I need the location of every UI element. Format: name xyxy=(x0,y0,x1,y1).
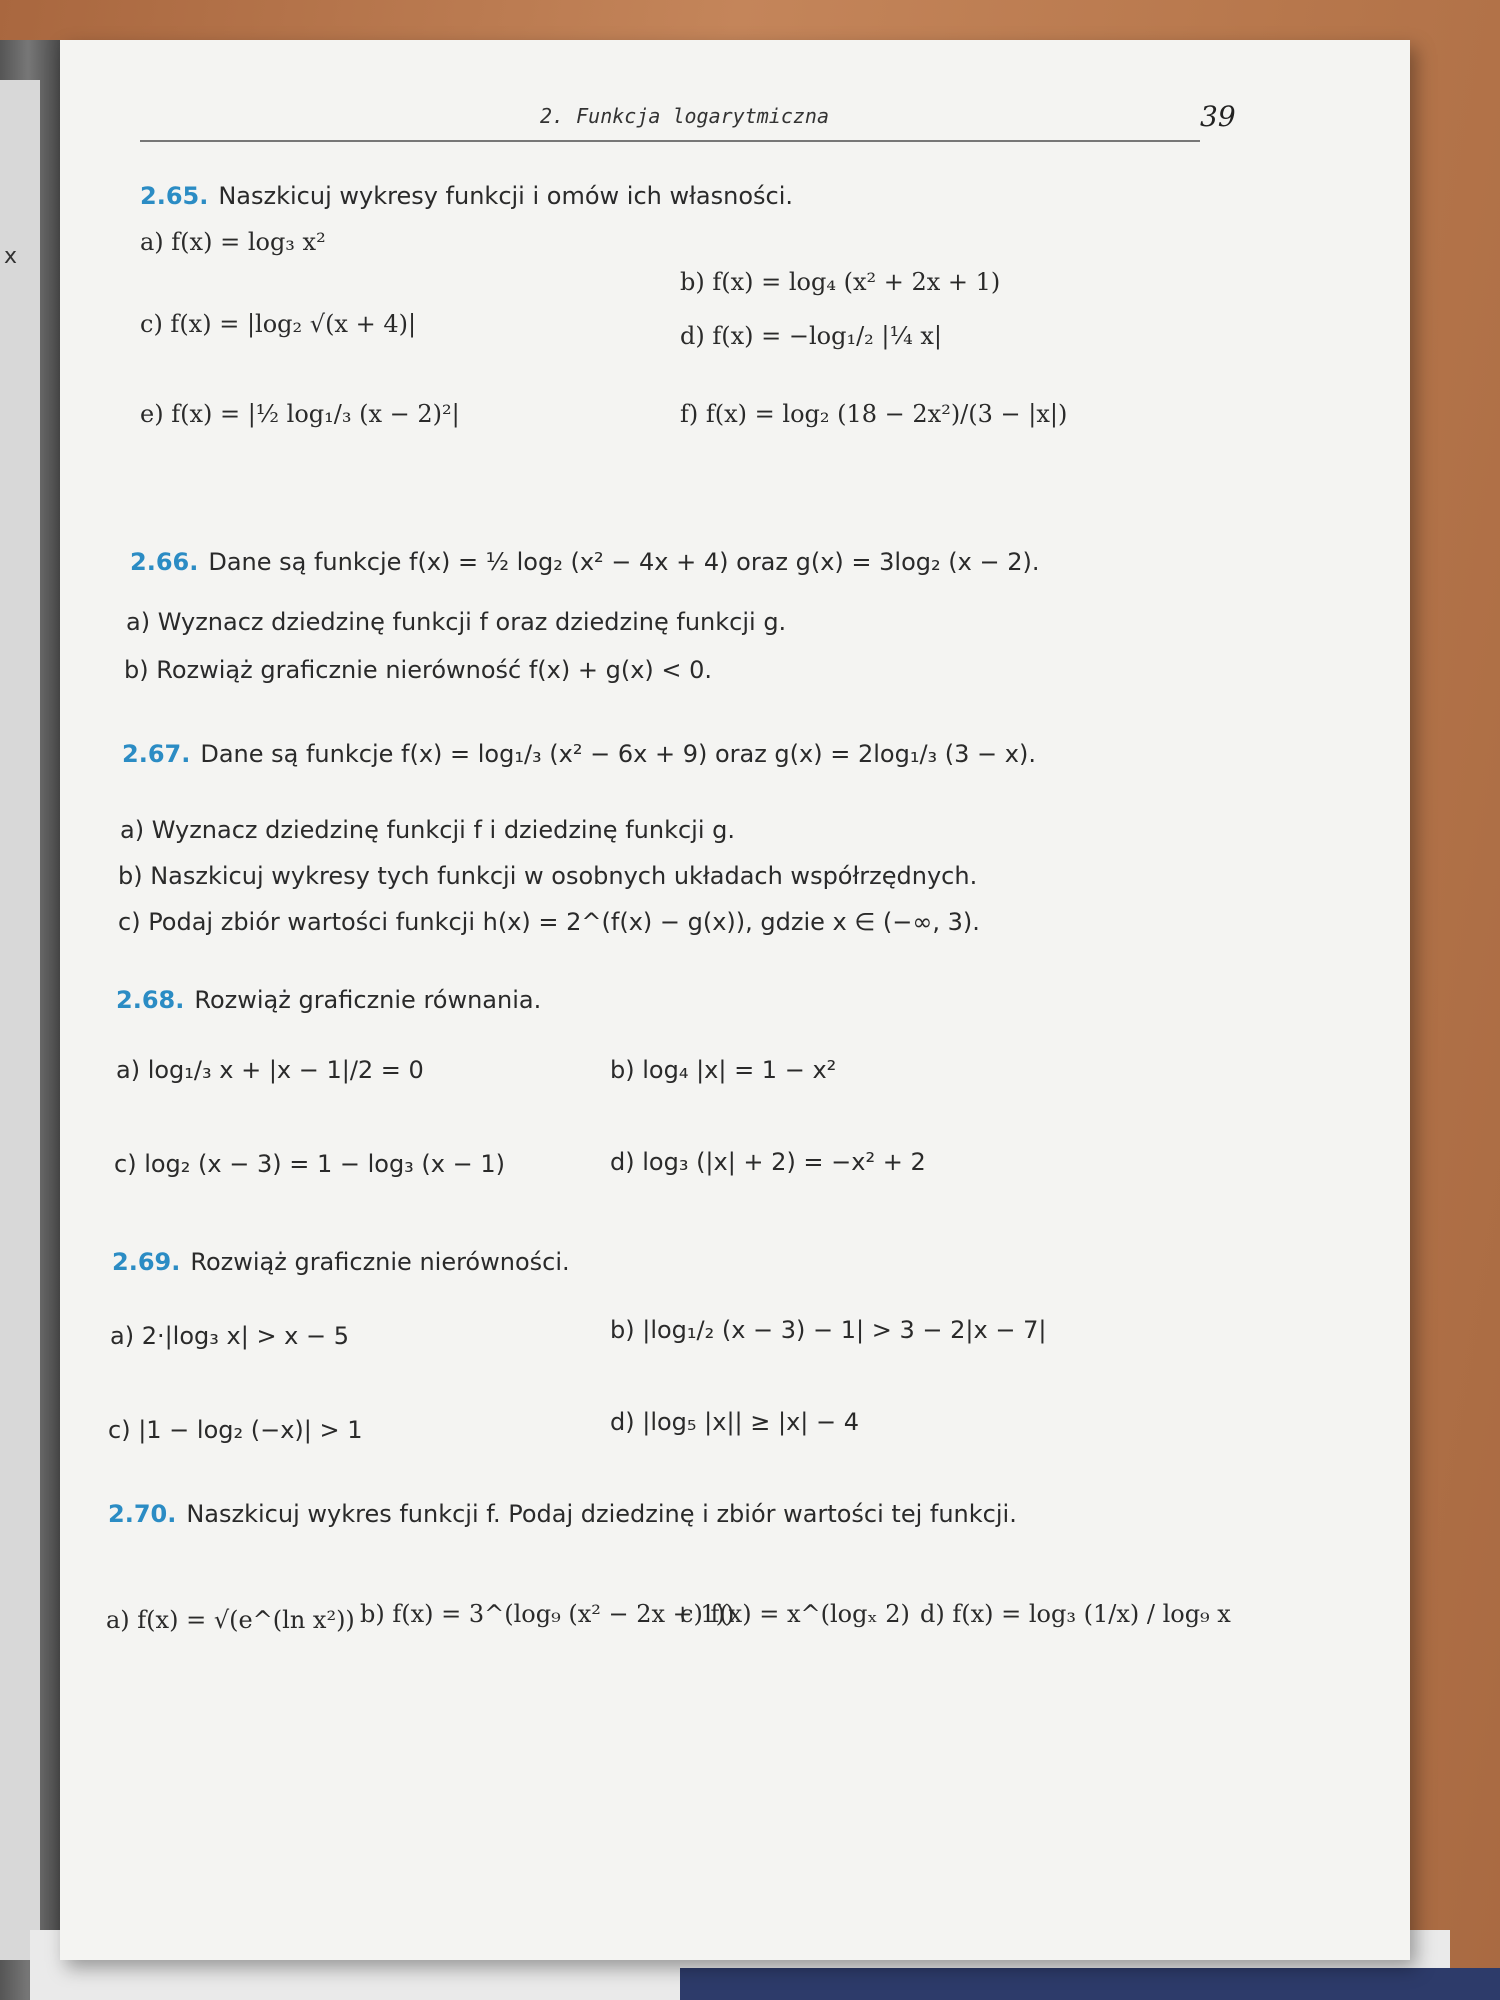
problem-text: Dane są funkcje f(x) = log₁/₃ (x² − 6x + 9) oraz g(x) = 2log₁/₃ (3 − x). xyxy=(200,740,1036,768)
problem-number: 2.69. xyxy=(112,1248,181,1276)
item-2-69-d: d) |log₅ |x|| ≥ |x| − 4 xyxy=(610,1408,859,1436)
item-2-65-d: d) f(x) = −log₁/₂ |¼ x| xyxy=(680,322,943,350)
problem-text: Naszkicuj wykresy funkcji i omów ich własności. xyxy=(218,182,794,210)
item-2-69-c: c) |1 − log₂ (−x)| > 1 xyxy=(108,1416,363,1444)
problem-2-70 xyxy=(108,1500,1017,1528)
item-2-68-d: d) log₃ (|x| + 2) = −x² + 2 xyxy=(610,1148,926,1176)
item-2-70-b: b) f(x) = 3^(log₉ (x² − 2x + 1)) xyxy=(360,1600,735,1628)
item-2-65-f: f) f(x) = log₂ (18 − 2x²)/(3 − |x|) xyxy=(680,400,1068,428)
problem-text: Naszkicuj wykres funkcji f. Podaj dziedzinę i zbiór wartości tej funkcji. xyxy=(186,1500,1017,1528)
problem-text: Dane są funkcje f(x) = ½ log₂ (x² − 4x + 4) oraz g(x) = 3log₂ (x − 2). xyxy=(208,548,1040,576)
problem-2-69 xyxy=(112,1248,570,1276)
item-2-68-a: a) log₁/₃ x + |x − 1|/2 = 0 xyxy=(116,1056,424,1084)
item-2-67-c: c) Podaj zbiór wartości funkcji h(x) = 2^(f(x) − g(x)), gdzie x ∈ (−∞, 3). xyxy=(118,908,980,936)
textbook-page xyxy=(60,40,1410,1960)
problem-2-67 xyxy=(122,740,1036,768)
problem-2-65 xyxy=(140,182,793,210)
problem-2-68 xyxy=(116,986,541,1014)
page-header xyxy=(140,100,1200,142)
margin-mark: x xyxy=(4,244,18,269)
page-number: 39 xyxy=(1200,100,1236,133)
item-2-65-e: e) f(x) = |½ log₁/₃ (x − 2)²| xyxy=(140,400,460,428)
item-2-70-a: a) f(x) = √(e^(ln x²)) xyxy=(106,1606,355,1634)
item-2-68-c: c) log₂ (x − 3) = 1 − log₃ (x − 1) xyxy=(114,1150,505,1178)
item-2-70-c: c) f(x) = x^(logₓ 2) xyxy=(680,1600,910,1628)
problem-2-66 xyxy=(130,548,1039,576)
bottom-cover-strip xyxy=(680,1968,1500,2000)
problem-number: 2.66. xyxy=(130,548,199,576)
problem-number: 2.67. xyxy=(122,740,191,768)
item-2-66-b: b) Rozwiąż graficznie nierówność f(x) + g(x) < 0. xyxy=(124,656,713,684)
item-2-68-b: b) log₄ |x| = 1 − x² xyxy=(610,1056,837,1084)
previous-page-edge xyxy=(0,80,40,1960)
item-2-67-a: a) Wyznacz dziedzinę funkcji f i dziedzinę funkcji g. xyxy=(120,816,735,844)
problem-number: 2.68. xyxy=(116,986,185,1014)
problem-number: 2.70. xyxy=(108,1500,177,1528)
item-2-67-b: b) Naszkicuj wykresy tych funkcji w osobnych układach współrzędnych. xyxy=(118,862,978,890)
problem-number: 2.65. xyxy=(140,182,209,210)
item-2-66-a: a) Wyznacz dziedzinę funkcji f oraz dziedzinę funkcji g. xyxy=(126,608,787,636)
chapter-title: 2. Funkcja logarytmiczna xyxy=(540,104,829,128)
problem-text: Rozwiąż graficznie równania. xyxy=(194,986,542,1014)
item-2-70-d: d) f(x) = log₃ (1/x) / log₉ x xyxy=(920,1600,1231,1628)
item-2-69-b: b) |log₁/₂ (x − 3) − 1| > 3 − 2|x − 7| xyxy=(610,1316,1047,1344)
item-2-69-a: a) 2·|log₃ x| > x − 5 xyxy=(110,1322,350,1350)
item-2-65-a: a) f(x) = log₃ x² xyxy=(140,228,326,256)
item-2-65-b: b) f(x) = log₄ (x² + 2x + 1) xyxy=(680,268,1001,296)
problem-text: Rozwiąż graficznie nierówności. xyxy=(190,1248,570,1276)
item-2-65-c: c) f(x) = |log₂ √(x + 4)| xyxy=(140,310,417,338)
